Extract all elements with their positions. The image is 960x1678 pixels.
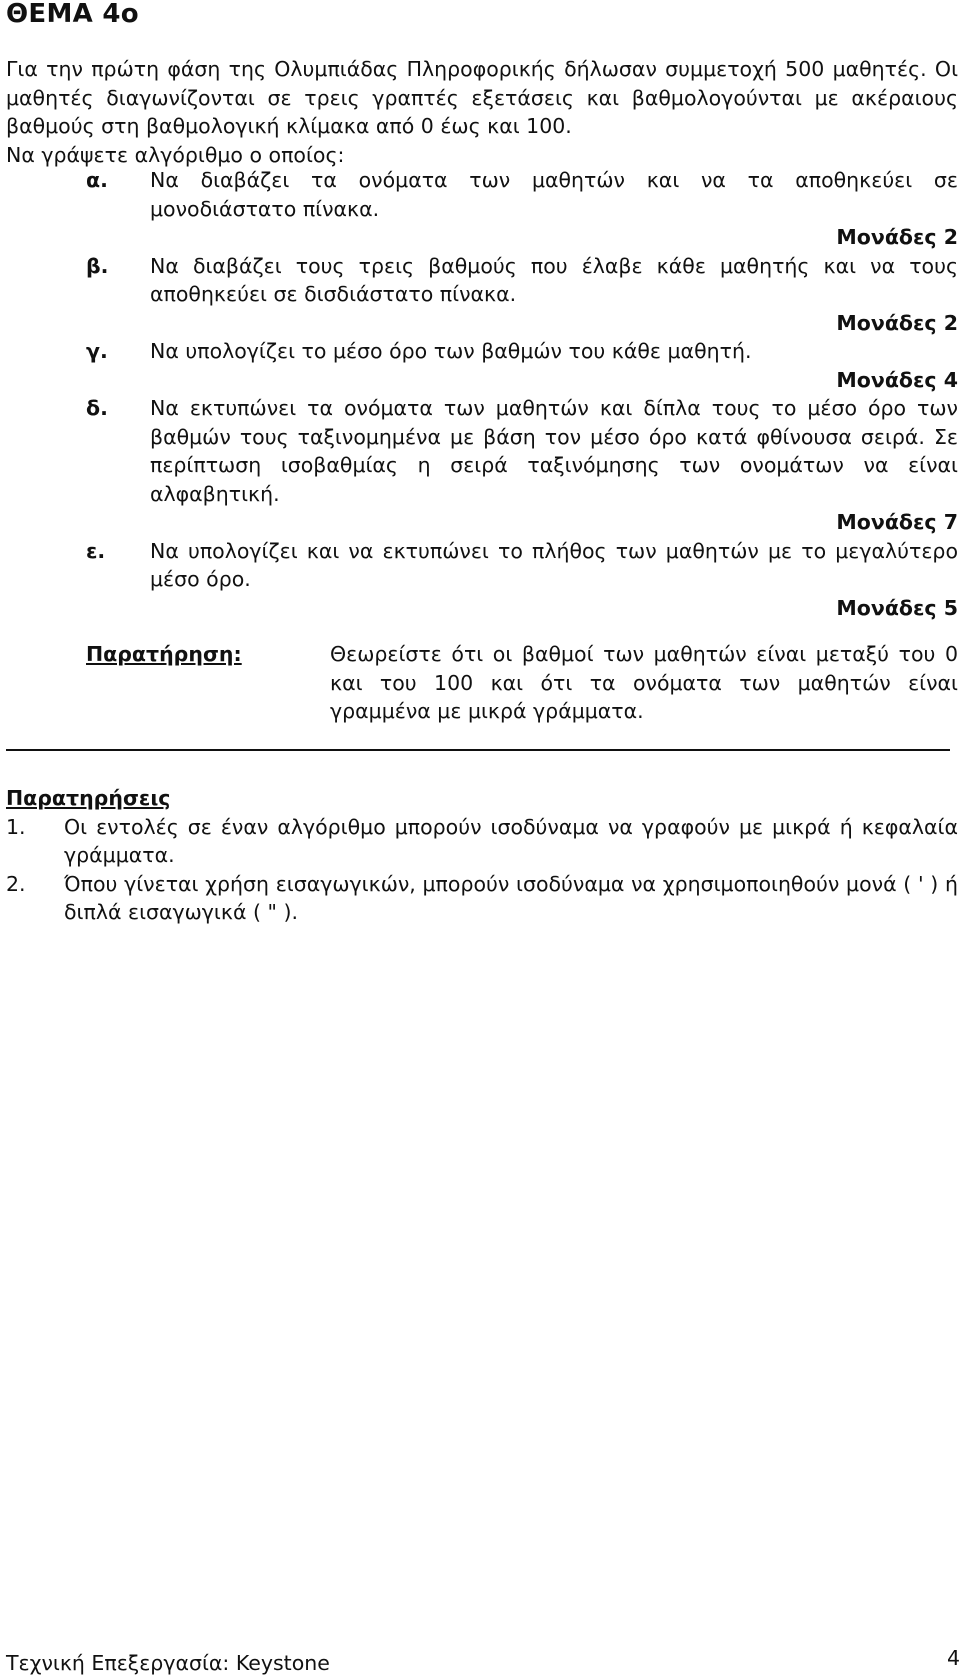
task-letter: ε. [86, 538, 106, 563]
footer-credit: Τεχνική Επεξεργασία: Keystone [6, 1651, 330, 1675]
task-letter: β. [86, 253, 109, 278]
task-letter: α. [86, 168, 108, 192]
task-points: Μονάδες 4 [836, 367, 958, 392]
remark-text: Οι εντολές σε έναν αλγόριθμο μπορούν ισοδύναμα να γραφούν με μικρά ή κεφαλαία γράμματα. [64, 814, 958, 867]
note-text: Θεωρείστε ότι οι βαθμοί των μαθητών είναι μεταξύ του 0 και του 100 και ότι τα ονόματα των μαθητών είναι γραμμένα με μικρά γράμματα. [330, 642, 958, 723]
remark-item-1 [6, 813, 958, 870]
remarks-title: Παρατηρήσεις [6, 786, 171, 810]
task-item-c [6, 337, 958, 394]
intro-text [6, 55, 958, 169]
task-text: Να διαβάζει τα ονόματα των μαθητών και να τα αποθηκεύει σε μονοδιάστατο πίνακα. [150, 168, 958, 221]
task-text: Να εκτυπώνει τα ονόματα των μαθητών και δίπλα τους το μέσο όρο των βαθμών τους ταξινομημένα με βάση τον μέσο όρο κατά φθίνουσα σειρά. Σε περίπτωση ισοβαθμίας η σειρά ταξινόμησης των ονομάτων να είναι αλφαβητική. [150, 396, 958, 506]
remark-number: 2. [6, 871, 26, 896]
note-label: Παρατήρηση: [86, 642, 242, 666]
task-item-a [6, 166, 958, 252]
task-item-e [6, 537, 958, 623]
task-text: Να υπολογίζει και να εκτυπώνει το πλήθος των μαθητών με το μεγαλύτερο μέσο όρο. [150, 538, 958, 591]
task-points: Μονάδες 7 [836, 510, 958, 534]
page-title: ΘΕΜΑ 4ο [6, 0, 139, 29]
task-item-b [6, 252, 958, 338]
task-points: Μονάδες 5 [836, 595, 958, 620]
remarks-section [6, 784, 958, 927]
task-list [6, 166, 958, 622]
task-letter: δ. [86, 396, 108, 420]
task-item-d [6, 394, 958, 537]
task-points: Μονάδες 2 [836, 310, 958, 335]
task-text: Να διαβάζει τους τρεις βαθμούς που έλαβε κάθε μαθητής και να τους αποθηκεύει σε δισδιάστατο πίνακα. [150, 253, 958, 306]
intro-instruction: Να γράψετε αλγόριθμο ο οποίος: [6, 142, 345, 167]
task-points: Μονάδες 2 [836, 225, 958, 249]
task-text: Να υπολογίζει το μέσο όρο των βαθμών του κάθε μαθητή. [150, 339, 752, 363]
task-letter: γ. [86, 339, 108, 363]
section-divider [6, 749, 950, 751]
page-number: 4 [946, 1646, 960, 1670]
remark-text: Όπου γίνεται χρήση εισαγωγικών, μπορούν ισοδύναμα να χρησιμοποιηθούν μονά ( ' ) ή διπλά εισαγωγικά ( " ). [64, 871, 958, 924]
remark-number: 1. [6, 814, 26, 839]
remark-item-2 [6, 870, 958, 927]
intro-paragraph: Για την πρώτη φάση της Ολυμπιάδας Πληροφορικής δήλωσαν συμμετοχή 500 μαθητές. Οι μαθητές διαγωνίζονται σε τρεις γραπτές εξετάσεις και βαθμολογούνται με ακέραιους βαθμούς στη βαθμολογική κλίμακα από 0 έως και 100. [6, 57, 958, 138]
